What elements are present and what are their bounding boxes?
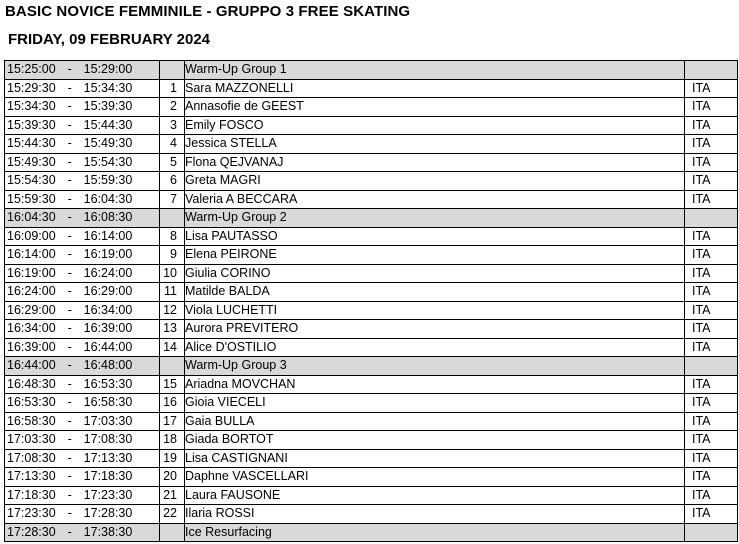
start-number: 11 [160,283,185,302]
start-time: 16:04:30 [7,210,56,225]
nation-code: ITA [685,301,738,320]
start-number [160,357,185,376]
time-cell [5,486,160,505]
time-separator: - [67,154,72,169]
time-separator: - [67,302,72,317]
time-separator: - [67,524,72,539]
start-number: 7 [160,190,185,209]
start-time: 16:09:00 [7,228,56,243]
time-cell [5,412,160,431]
start-time: 17:18:30 [7,487,56,502]
start-number: 1 [160,79,185,98]
time-cell [5,135,160,154]
end-time: 15:54:30 [83,154,133,169]
start-time: 15:39:30 [7,117,56,132]
time-cell [5,79,160,98]
end-time: 17:18:30 [83,469,133,484]
start-time: 16:48:30 [7,376,56,391]
start-number: 2 [160,98,185,117]
time-separator: - [67,321,72,336]
time-separator: - [67,506,72,521]
time-separator: - [67,395,72,410]
nation-code: ITA [685,505,738,524]
skater-row [5,227,738,246]
end-time: 16:39:00 [83,321,133,336]
group-row [5,209,738,228]
time-separator: - [67,376,72,391]
time-separator: - [67,117,72,132]
time-cell [5,338,160,357]
start-number: 22 [160,505,185,524]
start-time: 16:44:00 [7,358,56,373]
time-separator: - [67,210,72,225]
skater-name: Gioia VIECELI [185,394,685,413]
start-number: 9 [160,246,185,265]
nation-code: ITA [685,190,738,209]
nation-code: ITA [685,172,738,191]
skater-name: Valeria A BECCARA [185,190,685,209]
start-time: 15:49:30 [7,154,56,169]
group-row [5,61,738,80]
start-time: 17:13:30 [7,469,56,484]
time-cell [5,227,160,246]
start-number: 6 [160,172,185,191]
nation-code: ITA [685,153,738,172]
time-separator: - [67,339,72,354]
nation-code [685,357,738,376]
end-time: 16:58:30 [83,395,133,410]
end-time: 16:19:00 [83,247,133,262]
skater-row [5,135,738,154]
start-time: 16:39:00 [7,339,56,354]
nation-code: ITA [685,227,738,246]
time-separator: - [67,358,72,373]
end-time: 17:28:30 [83,506,133,521]
start-number: 20 [160,468,185,487]
skater-name: Emily FOSCO [185,116,685,135]
time-separator: - [67,173,72,188]
start-time: 15:34:30 [7,99,56,114]
skater-name: Ariadna MOVCHAN [185,375,685,394]
end-time: 17:13:30 [83,450,133,465]
skater-row [5,338,738,357]
time-separator: - [67,62,72,77]
time-separator: - [67,191,72,206]
skater-row [5,79,738,98]
start-time: 16:58:30 [7,413,56,428]
time-cell [5,375,160,394]
end-time: 16:53:30 [83,376,133,391]
skater-row [5,283,738,302]
end-time: 15:39:30 [83,99,133,114]
skater-name: Lisa CASTIGNANI [185,449,685,468]
nation-code: ITA [685,431,738,450]
time-cell [5,98,160,117]
end-time: 16:44:00 [83,339,133,354]
start-number: 19 [160,449,185,468]
time-cell [5,357,160,376]
start-time: 16:29:00 [7,302,56,317]
skater-row [5,394,738,413]
nation-code: ITA [685,79,738,98]
start-number: 12 [160,301,185,320]
skater-name: Laura FAUSONE [185,486,685,505]
start-time: 17:23:30 [7,506,56,521]
end-time: 16:24:00 [83,265,133,280]
start-time: 16:53:30 [7,395,56,410]
nation-code: ITA [685,338,738,357]
end-time: 17:38:30 [83,524,133,539]
skater-row [5,190,738,209]
start-time: 15:54:30 [7,173,56,188]
skater-name: Gaia BULLA [185,412,685,431]
time-cell [5,264,160,283]
start-time: 15:59:30 [7,191,56,206]
skater-name: Greta MAGRI [185,172,685,191]
skater-name: Matilde BALDA [185,283,685,302]
schedule-table [4,60,738,542]
nation-code: ITA [685,412,738,431]
end-time: 16:34:00 [83,302,133,317]
group-label: Warm-Up Group 2 [185,209,685,228]
end-time: 17:08:30 [83,432,133,447]
skater-row [5,301,738,320]
time-cell [5,320,160,339]
start-number: 17 [160,412,185,431]
nation-code: ITA [685,98,738,117]
group-label: Ice Resurfacing [185,523,685,542]
start-number: 16 [160,394,185,413]
skater-name: Daphne VASCELLARI [185,468,685,487]
end-time: 15:29:00 [83,62,133,77]
end-time: 16:29:00 [83,284,133,299]
time-cell [5,190,160,209]
skater-row [5,98,738,117]
skater-name: Jessica STELLA [185,135,685,154]
skater-name: Giada BORTOT [185,431,685,450]
skater-row [5,153,738,172]
skater-name: Lisa PAUTASSO [185,227,685,246]
nation-code: ITA [685,320,738,339]
time-separator: - [67,469,72,484]
skater-row [5,412,738,431]
nation-code: ITA [685,449,738,468]
skater-row [5,116,738,135]
group-row [5,357,738,376]
end-time: 15:59:30 [83,173,133,188]
start-number: 8 [160,227,185,246]
time-cell [5,172,160,191]
time-separator: - [67,265,72,280]
time-separator: - [67,228,72,243]
schedule-body [5,61,738,542]
time-separator: - [67,136,72,151]
time-cell [5,468,160,487]
start-number [160,209,185,228]
skater-row [5,375,738,394]
start-time: 17:28:30 [7,524,56,539]
nation-code: ITA [685,135,738,154]
start-number: 3 [160,116,185,135]
start-time: 16:24:00 [7,284,56,299]
page-title: BASIC NOVICE FEMMINILE - GRUPPO 3 FREE SKATING [5,3,411,20]
end-time: 16:48:00 [83,358,133,373]
time-separator: - [67,247,72,262]
time-separator: - [67,284,72,299]
skater-name: Aurora PREVITERO [185,320,685,339]
start-time: 16:14:00 [7,247,56,262]
start-number: 4 [160,135,185,154]
nation-code: ITA [685,486,738,505]
nation-code: ITA [685,283,738,302]
skater-row [5,486,738,505]
time-cell [5,449,160,468]
group-label: Warm-Up Group 1 [185,61,685,80]
skater-name: Ilaria ROSSI [185,505,685,524]
start-number: 5 [160,153,185,172]
skater-name: Elena PEIRONE [185,246,685,265]
skater-name: Sara MAZZONELLI [185,79,685,98]
group-row [5,523,738,542]
group-label: Warm-Up Group 3 [185,357,685,376]
time-cell [5,116,160,135]
skater-row [5,172,738,191]
start-number [160,523,185,542]
end-time: 17:03:30 [83,413,133,428]
nation-code: ITA [685,116,738,135]
time-cell [5,523,160,542]
skater-name: Alice D'OSTILIO [185,338,685,357]
time-cell [5,209,160,228]
nation-code [685,61,738,80]
time-cell [5,394,160,413]
skater-name: Viola LUCHETTI [185,301,685,320]
end-time: 16:14:00 [83,228,133,243]
time-cell [5,301,160,320]
start-time: 17:03:30 [7,432,56,447]
nation-code: ITA [685,468,738,487]
time-separator: - [67,487,72,502]
skater-row [5,505,738,524]
skater-name: Annasofie de GEEST [185,98,685,117]
end-time: 15:49:30 [83,136,133,151]
end-time: 15:44:30 [83,117,133,132]
skater-row [5,320,738,339]
end-time: 16:04:30 [83,191,133,206]
skater-name: Flona QEJVANAJ [185,153,685,172]
nation-code: ITA [685,375,738,394]
start-time: 17:08:30 [7,450,56,465]
start-number: 14 [160,338,185,357]
end-time: 15:34:30 [83,80,133,95]
skater-row [5,468,738,487]
time-separator: - [67,99,72,114]
time-cell [5,246,160,265]
time-separator: - [67,80,72,95]
skater-row [5,246,738,265]
skater-row [5,264,738,283]
start-number: 18 [160,431,185,450]
start-number: 15 [160,375,185,394]
skater-row [5,449,738,468]
event-date: FRIDAY, 09 FEBRUARY 2024 [8,31,211,48]
time-cell [5,431,160,450]
skater-row [5,431,738,450]
nation-code: ITA [685,264,738,283]
nation-code [685,209,738,228]
start-number: 10 [160,264,185,283]
nation-code [685,523,738,542]
start-time: 16:34:00 [7,321,56,336]
time-separator: - [67,413,72,428]
time-cell [5,283,160,302]
start-time: 15:44:30 [7,136,56,151]
end-time: 17:23:30 [83,487,133,502]
end-time: 16:08:30 [83,210,133,225]
start-number: 21 [160,486,185,505]
nation-code: ITA [685,394,738,413]
nation-code: ITA [685,246,738,265]
time-separator: - [67,432,72,447]
start-time: 16:19:00 [7,265,56,280]
time-cell [5,61,160,80]
start-number: 13 [160,320,185,339]
time-cell [5,505,160,524]
time-cell [5,153,160,172]
start-time: 15:29:30 [7,80,56,95]
skater-name: Giulia CORINO [185,264,685,283]
start-number [160,61,185,80]
start-time: 15:25:00 [7,62,56,77]
time-separator: - [67,450,72,465]
